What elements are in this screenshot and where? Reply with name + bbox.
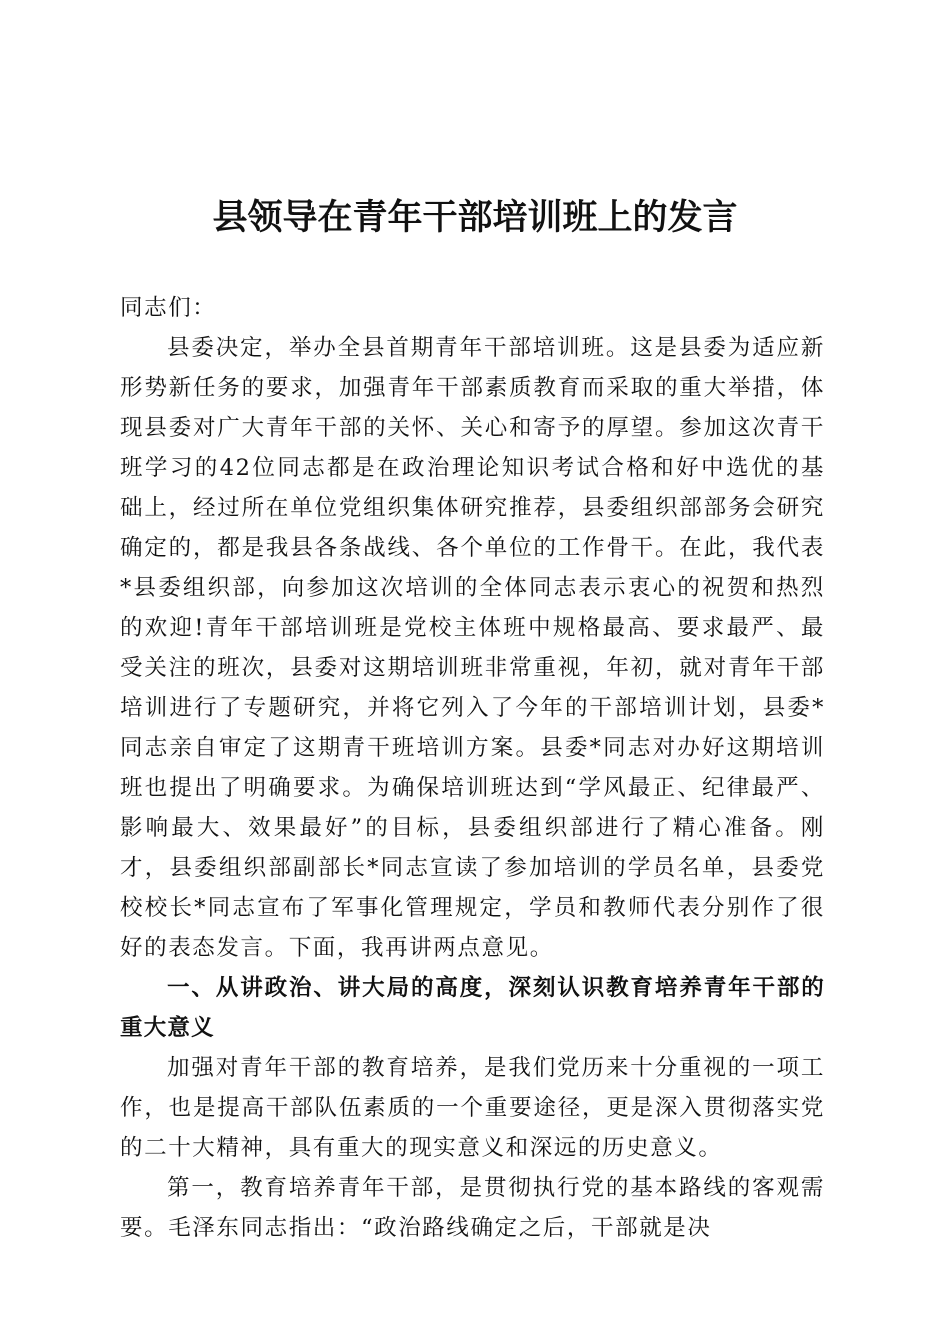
paragraph-first-point: 第一，教育培养青年干部，是贯彻执行党的基本路线的客观需要。毛泽东同志指出：“政治路线确定之后，干部就是决 <box>120 1175 825 1241</box>
paragraph-intro: 县委决定，举办全县首期青年干部培训班。这是县委为适应新形势新任务的要求，加强青年干部素质教育而采取的重大举措，体现县委对广大青年干部的关怀、关心和寄予的厚望。参加这次青干班学习的42位同志都是在政治理论知识考试合格和好中选优的基础上，经过所在单位党组织集体研究推荐，县委组织部部务会研究确定的，都是我县各条战线、各个单位的工作骨干。在此，我代表*县委组织部，向参加这次培训的全体同志表示衷心的祝贺和热烈的欢迎!青年干部培训班是党校主体班中规格最高、要求最严、最受关注的班次，县委对这期培训班非常重视，年初，就对青年干部培训进行了专题研究，并将它列入了今年的干部培训计划，县委*同志亲自审定了这期青干班培训方案。县委*同志对办好这期培训班也提出了明确要求。为确保培训班达到“学风最正、纪律最严、影响最大、效果最好”的目标，县委组织部进行了精心准备。刚才，县委组织部副部长*同志宣读了参加培训的学员名单，县委党校校长*同志宣布了军事化管理规定，学员和教师代表分别作了很好的表态发言。下面，我再讲两点意见。 <box>120 335 825 961</box>
document-title: 县领导在青年干部培训班上的发言 <box>212 197 738 238</box>
document-body <box>120 288 825 1248</box>
section-heading-1: 一、从讲政治、讲大局的高度，深刻认识教育培养青年干部的重大意义 <box>120 975 825 1041</box>
salutation: 同志们： <box>120 295 217 321</box>
paragraph-significance: 加强对青年干部的教育培养，是我们党历来十分重视的一项工作，也是提高干部队伍素质的一个重要途径，更是深入贯彻落实党的二十大精神，具有重大的现实意义和深远的历史意义。 <box>120 1055 825 1161</box>
